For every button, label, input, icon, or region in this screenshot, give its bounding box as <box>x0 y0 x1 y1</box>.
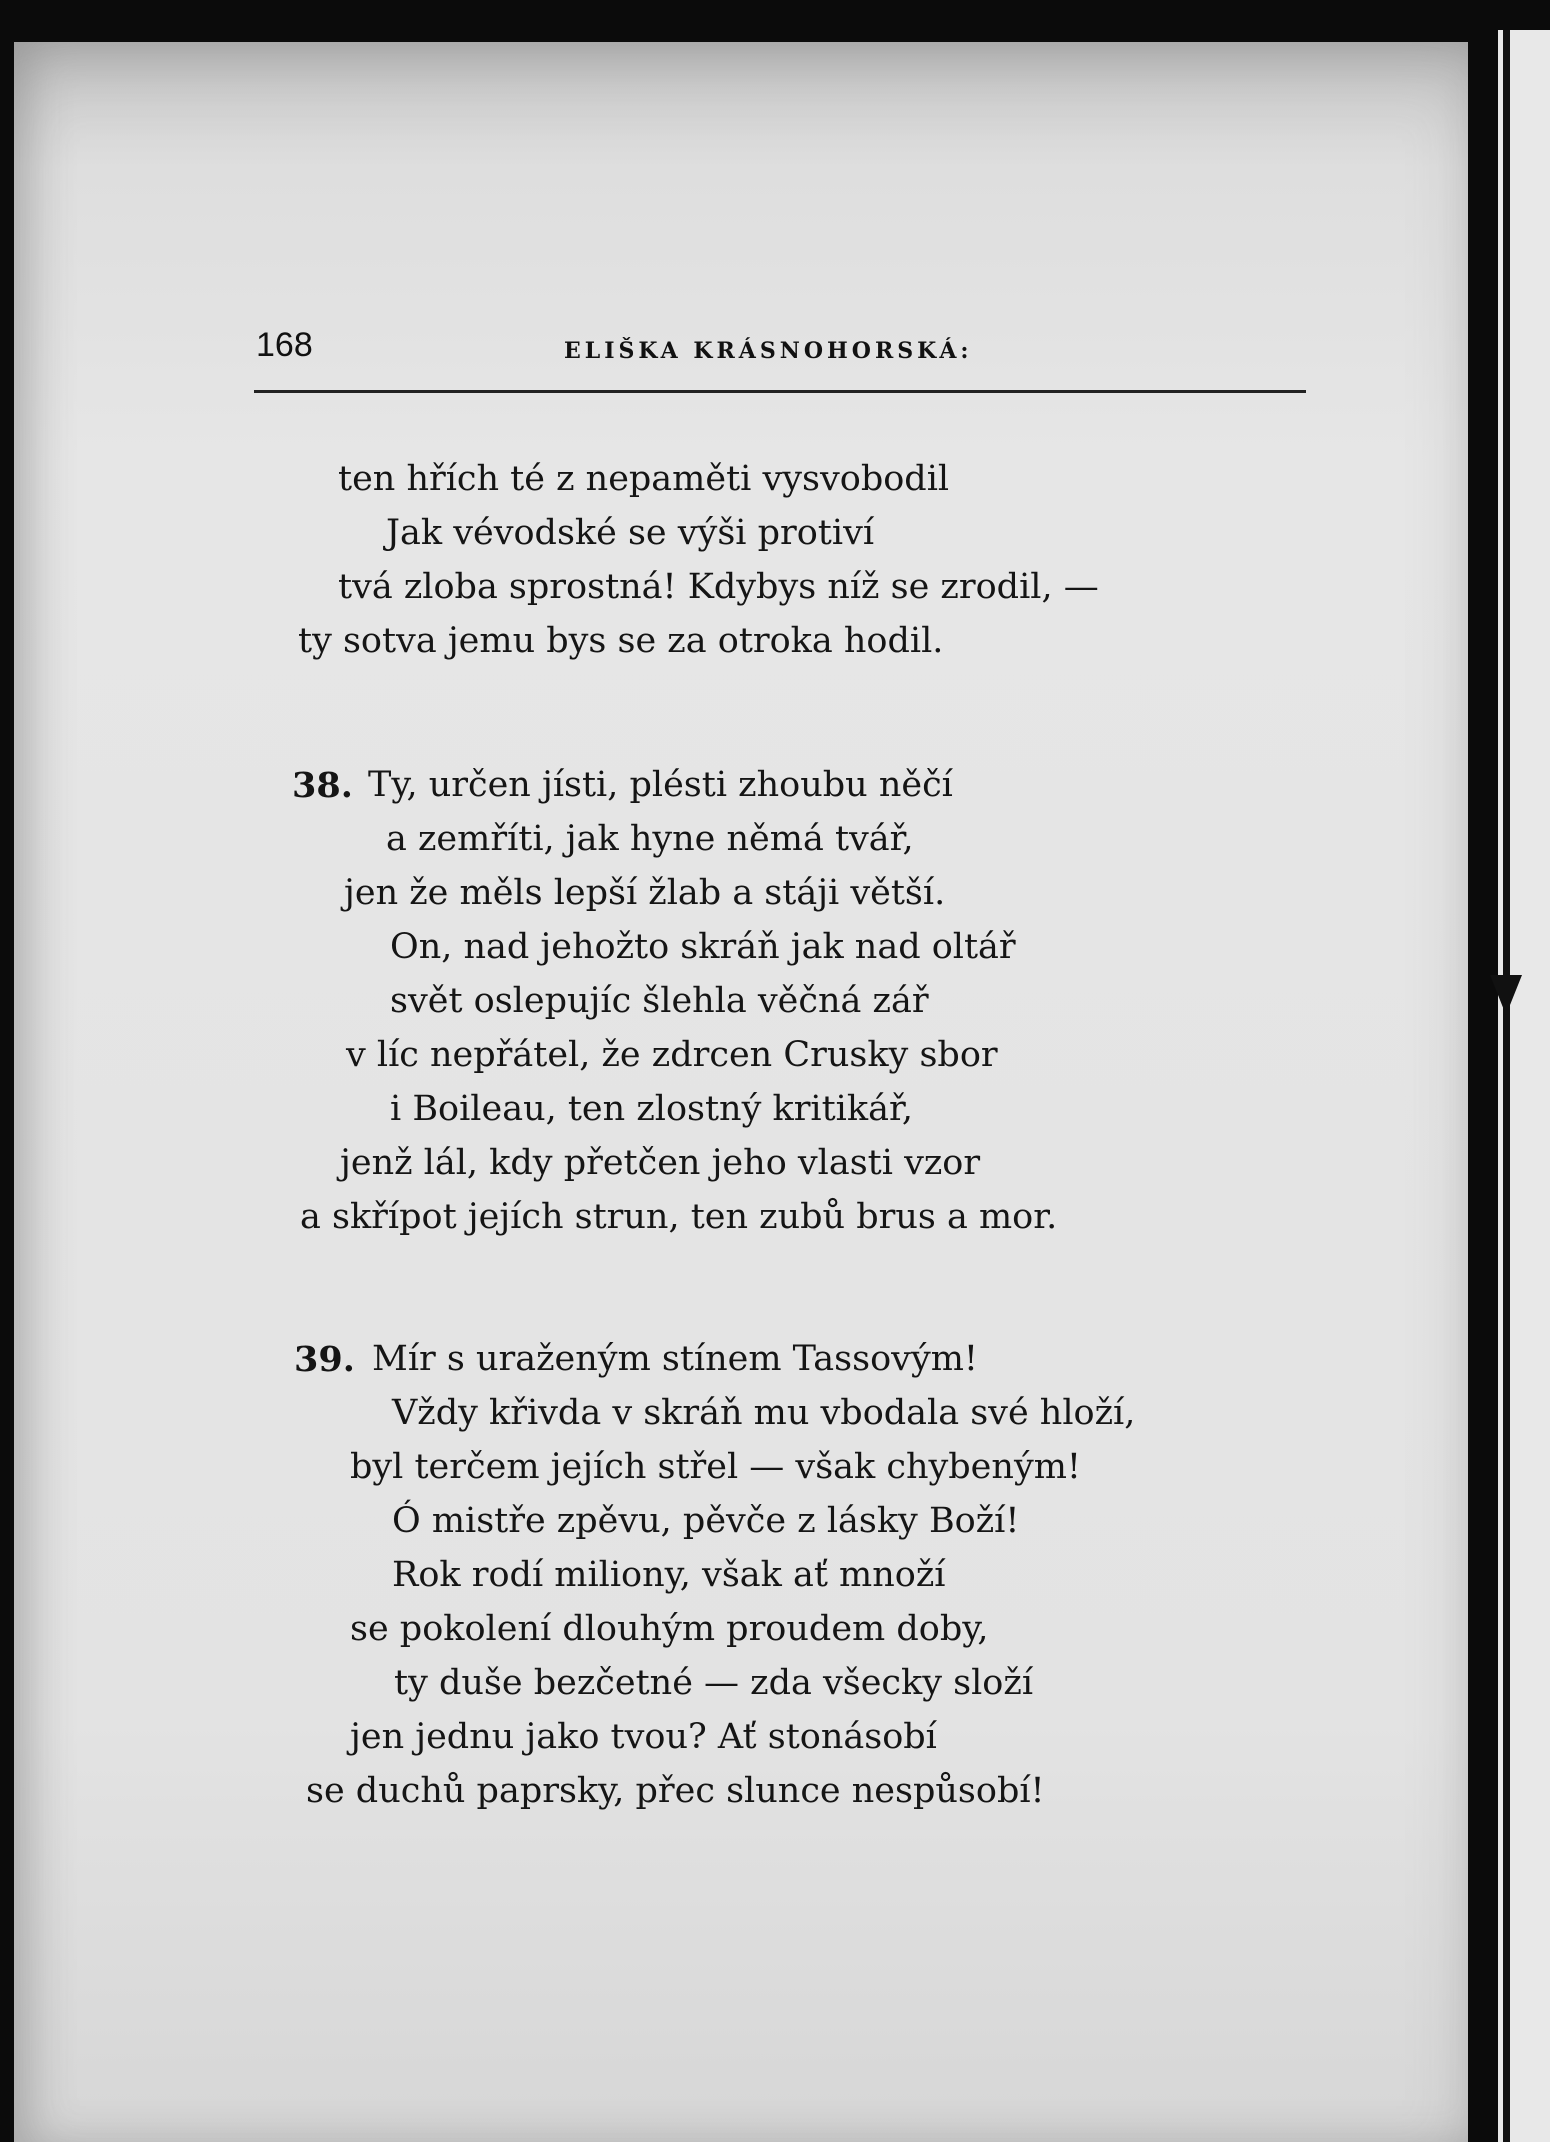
stanza-number: 39. <box>294 1339 355 1380</box>
binding-notch <box>1490 975 1522 1015</box>
verse-line: Ó mistře zpěvu, pěvče z lásky Boží! <box>392 1501 1020 1541</box>
verse-line: On, nad jehožto skráň jak nad oltář <box>390 927 1016 967</box>
verse-line: v líc nepřátel, že zdrcen Crusky sbor <box>346 1035 998 1075</box>
verse-line: Ty, určen jísti, plésti zhoubu něčí <box>368 765 953 805</box>
verse-line: a zemříti, jak hyne němá tvář, <box>386 819 914 859</box>
verse-line: tvá zloba sprostná! Kdybys níž se zrodil, — <box>338 567 1099 607</box>
verse-line: ty sotva jemu bys se za otroka hodil. <box>298 621 944 661</box>
verse-line: ten hřích té z nepaměti vysvobodil <box>338 459 950 499</box>
verse-line: ty duše bezčetné — zda všecky složí <box>394 1663 1034 1703</box>
verse-line: svět oslepujíc šlehla věčná zář <box>390 981 929 1021</box>
verse-line: i Boileau, ten zlostný kritikář, <box>390 1089 913 1129</box>
verse-line: Jak vévodské se výši protiví <box>386 513 875 553</box>
verse-line: Vždy křivda v skráň mu vbodala své hloží, <box>392 1393 1136 1433</box>
page-number: 168 <box>256 326 313 364</box>
running-head: ELIŠKA KRÁSNOHORSKÁ: <box>564 338 973 364</box>
verse-line: Rok rodí miliony, však ať množí <box>392 1555 946 1595</box>
verse-line: a skřípot jejích strun, ten zubů brus a mor. <box>300 1197 1058 1237</box>
verse-line: Mír s uraženým stínem Tassovým! <box>372 1339 978 1379</box>
header-rule <box>254 390 1306 393</box>
verse-line: se duchů paprsky, přec slunce nespůsobí! <box>306 1771 1045 1811</box>
verse-line: byl terčem jejích střel — však chybeným! <box>350 1447 1081 1487</box>
stanza-number: 38. <box>292 765 353 806</box>
verse-line: jen že měls lepší žlab a stáji větší. <box>344 873 946 913</box>
verse-line: jen jednu jako tvou? Ať stonásobí <box>350 1717 937 1757</box>
verse-line: jenž lál, kdy přetčen jeho vlasti vzor <box>340 1143 981 1183</box>
verse-line: se pokolení dlouhým proudem doby, <box>350 1609 989 1649</box>
binding-line <box>1503 30 1510 2142</box>
